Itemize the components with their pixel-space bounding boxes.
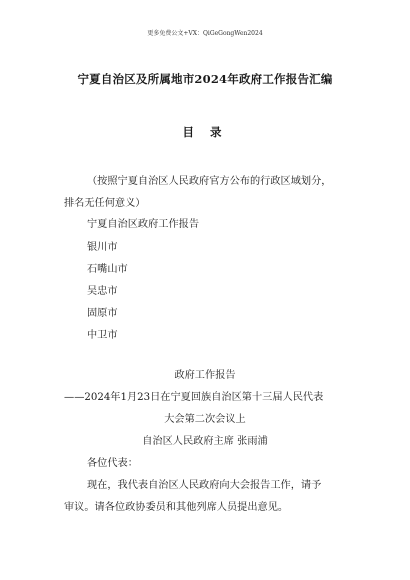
report-subtitle-line-1: ——2024年1月23日在宁夏回族自治区第十三届人民代表 <box>64 392 324 403</box>
report-subtitle-line-2: 大会第二次会议上 <box>164 414 246 425</box>
toc-note-line-1: （按照宁夏自治区人民政府官方公布的行政区域划分， <box>87 176 332 187</box>
report-title: 政府工作报告 <box>174 370 236 381</box>
toc-note-line-2: 排名无任何意义） <box>64 198 146 209</box>
toc-item-zhongwei[interactable]: 中卫市 <box>87 330 118 341</box>
toc-heading: 目 录 <box>182 125 228 139</box>
toc-item-guyuan[interactable]: 固原市 <box>87 308 118 319</box>
toc-item-yinchuan[interactable]: 银川市 <box>87 242 118 253</box>
toc-item-wuzhong[interactable]: 吴忠市 <box>87 286 118 297</box>
toc-item-region[interactable]: 宁夏自治区政府工作报告 <box>87 219 200 230</box>
report-body-line-1: 现在，我代表自治区人民政府向大会报告工作，请予 <box>87 480 322 491</box>
report-salutation: 各位代表： <box>87 458 138 469</box>
toc-item-shizuishan[interactable]: 石嘴山市 <box>87 264 128 275</box>
document-title: 宁夏自治区及所属地市2024年政府工作报告汇编 <box>77 72 333 86</box>
report-speaker: 自治区人民政府主席 张雨浦 <box>142 436 268 447</box>
header-note: 更多免费公文+VX：QiGeGongWen2024 <box>147 30 263 37</box>
report-body-line-2: 审议。请各位政协委员和其他列席人员提出意见。 <box>64 502 289 513</box>
